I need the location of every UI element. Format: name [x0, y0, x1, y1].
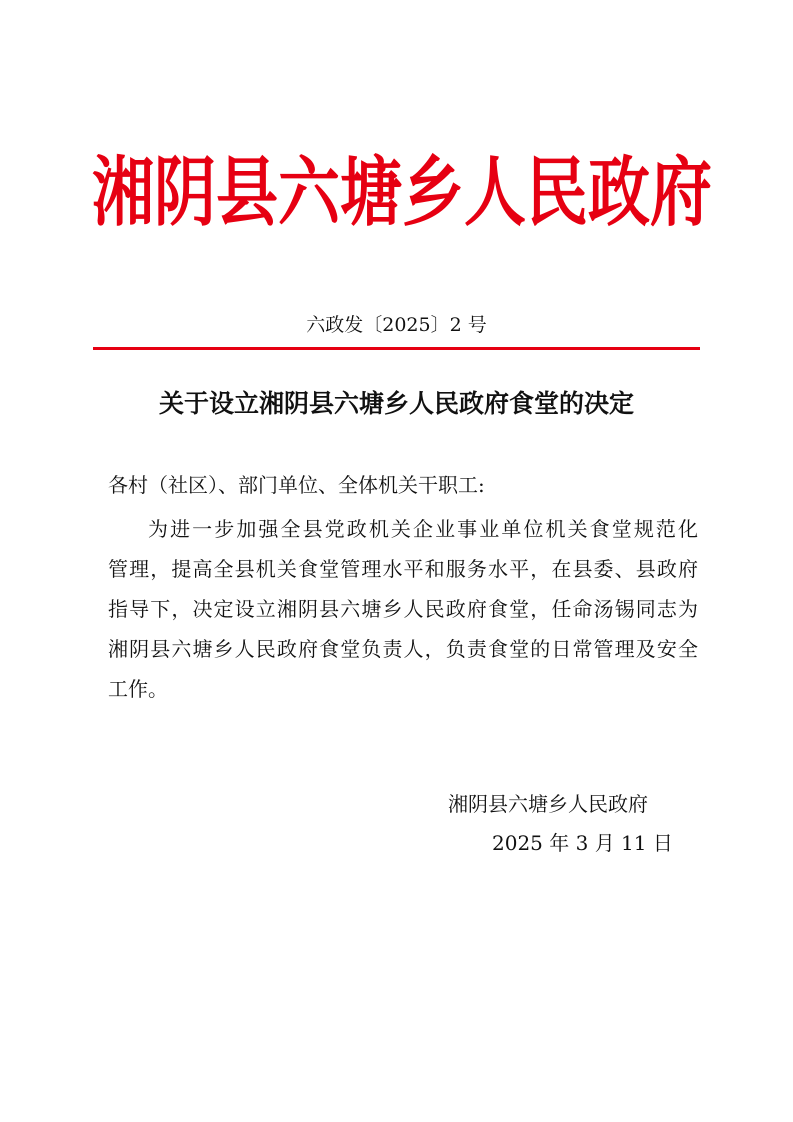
document-number: 六政发〔2025〕2 号 — [306, 314, 487, 336]
document-title: 关于设立湘阴县六塘乡人民政府食堂的决定 — [158, 389, 634, 418]
signature-date: 2025 年 3 月 11 日 — [492, 831, 673, 855]
addressee-line: 各村（社区）、部门单位、全体机关干职工: — [108, 473, 485, 497]
body-line: 湘阴县六塘乡人民政府食堂负责人，负责食堂的日常管理及安全 — [108, 637, 698, 661]
body-line: 工作。 — [108, 677, 168, 701]
body-line: 指导下，决定设立湘阴县六塘乡人民政府食堂，任命汤锡同志为 — [108, 597, 698, 621]
body-line: 管理，提高全县机关食堂管理水平和服务水平，在县委、县政府 — [108, 557, 698, 581]
body-line: 为进一步加强全县党政机关企业事业单位机关食堂规范化 — [148, 517, 698, 541]
masthead-title: 湘阴县六塘乡人民政府 — [92, 147, 713, 238]
red-divider-line — [93, 347, 700, 350]
body-paragraph — [108, 509, 698, 709]
signature-organization: 湘阴县六塘乡人民政府 — [448, 792, 648, 816]
